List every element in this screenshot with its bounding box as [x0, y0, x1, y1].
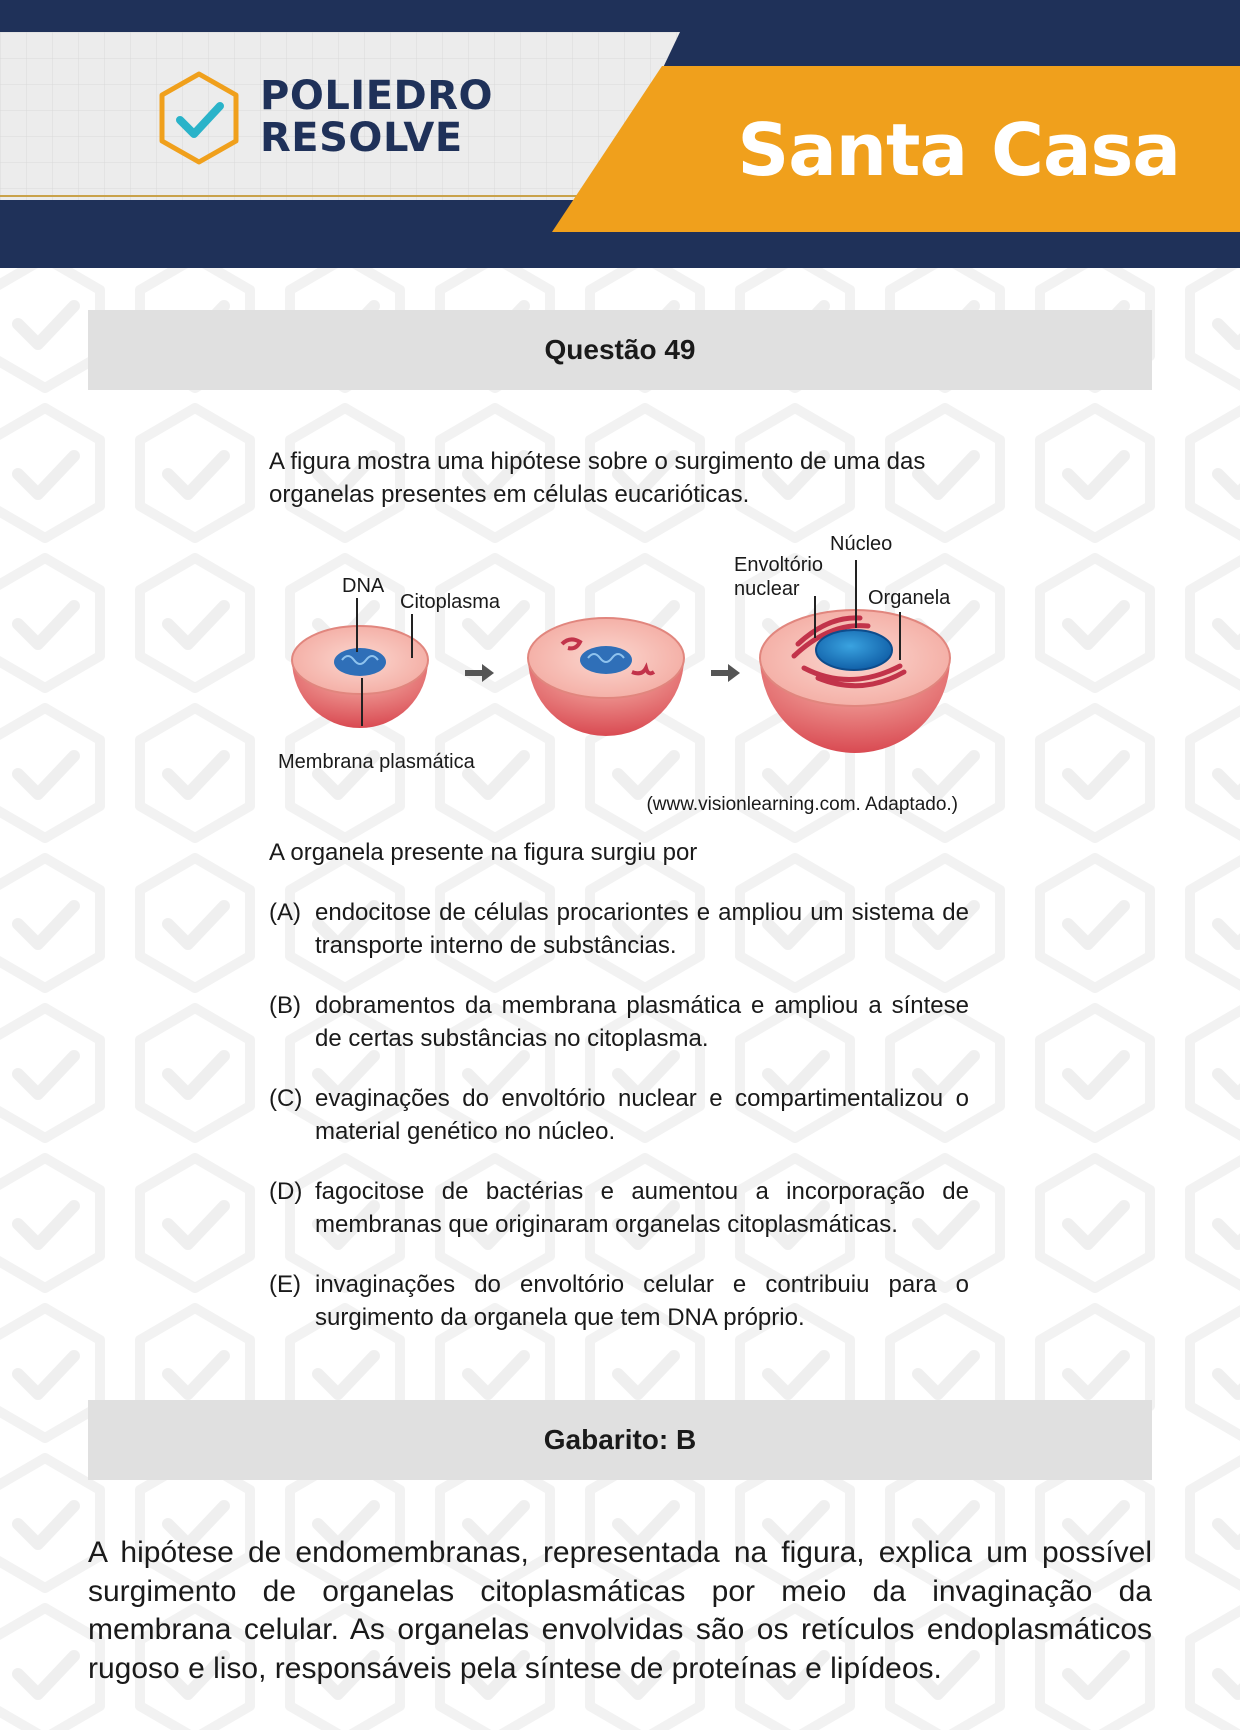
exam-name: Santa Casa	[737, 108, 1180, 192]
option-a	[269, 896, 969, 962]
brand-name-line1: POLIEDRO	[260, 73, 494, 119]
option-text: dobramentos da membrana plasmática e ampliou a síntese de certas substâncias no citoplasma.	[315, 992, 969, 1052]
arrow-icon	[711, 664, 740, 682]
option-text: evaginações do envoltório nuclear e compartimentalizou o material genético no núcleo.	[315, 1085, 969, 1145]
label-dna: DNA	[342, 575, 385, 597]
option-text: fagocitose de bactérias e aumentou a incorporação de membranas que originaram organelas citoplasmáticas.	[315, 1178, 969, 1238]
option-letter: (C)	[269, 1085, 303, 1112]
answer-options	[269, 896, 969, 1361]
option-text: endocitose de células procariontes e ampliou um sistema de transporte interno de substâncias.	[315, 899, 969, 959]
label-citoplasma: Citoplasma	[400, 591, 501, 613]
arrow-icon	[465, 664, 494, 682]
option-d	[269, 1175, 969, 1241]
question-title: Questão 49	[544, 334, 696, 365]
label-nucleo: Núcleo	[830, 533, 893, 555]
option-letter: (E)	[269, 1271, 301, 1298]
option-b	[269, 989, 969, 1055]
option-letter: (B)	[269, 992, 301, 1019]
label-membrana: Membrana plasmática	[278, 751, 475, 773]
question-prompt: A organela presente na figura surgiu por	[269, 839, 698, 866]
cell-stage-3	[760, 610, 950, 753]
label-envoltorio-2: nuclear	[734, 578, 800, 600]
answer-title-bar	[88, 1400, 1152, 1480]
option-letter: (D)	[269, 1178, 303, 1205]
cell-stage-2	[528, 618, 684, 736]
cell-evolution-figure	[270, 528, 970, 788]
question-stem: A figura mostra uma hipótese sobre o surgimento de uma das organelas presentes em células eucarióticas.	[269, 448, 926, 508]
option-letter: (A)	[269, 899, 301, 926]
answer-explanation: A hipótese de endomembranas, representada na figura, explica um possível surgimento de organelas citoplasmáticas por meio da invaginação da membrana celular. As organelas envolvidas são os retículos endoplasmáticos rugoso e liso, responsáveis pela síntese de proteínas e lipídeos.	[88, 1536, 1152, 1685]
option-c	[269, 1082, 969, 1148]
cell-stage-1	[292, 626, 428, 728]
label-envoltorio-1: Envoltório	[734, 554, 823, 576]
check-hexagon-icon	[156, 70, 242, 166]
figure-source: (www.visionlearning.com. Adaptado.)	[646, 794, 958, 815]
question-title-bar	[88, 310, 1152, 390]
answer-title: Gabarito: B	[543, 1424, 697, 1455]
label-organela: Organela	[868, 587, 951, 609]
brand-name-line2: RESOLVE	[260, 115, 463, 161]
option-e	[269, 1268, 969, 1334]
header-banner	[0, 0, 1240, 268]
option-text: invaginações do envoltório celular e contribuiu para o surgimento da organela que tem DNA próprio.	[315, 1271, 969, 1331]
